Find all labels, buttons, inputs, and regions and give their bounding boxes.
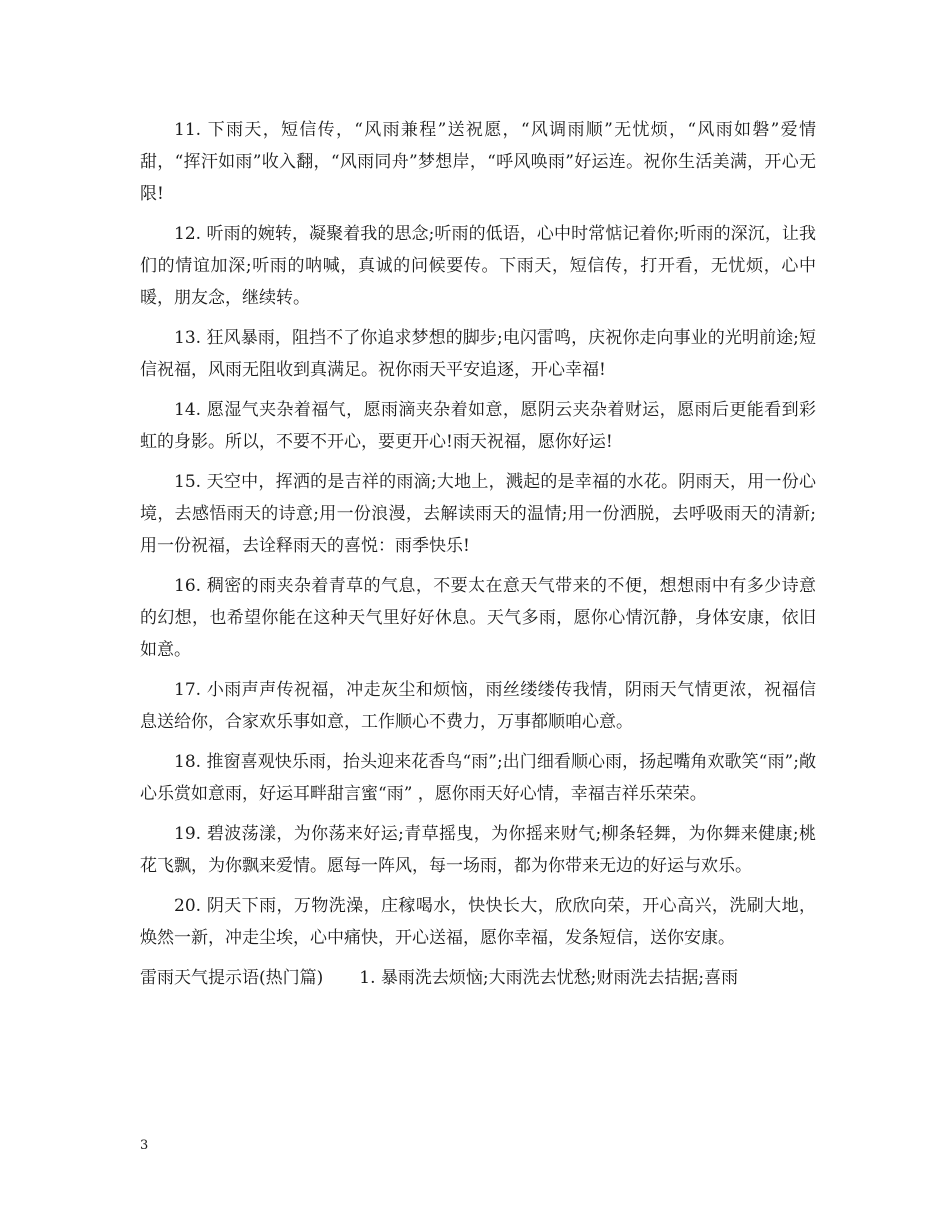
paragraph-item-19: 19. 碧波荡漾，为你荡来好运;青草摇曳，为你摇来财气;柳条轻舞，为你舞来健康;桃花飞飘，为你飘来爱情。愿每一阵风，每一场雨，都为你带来无边的好运与欢乐。 [140,824,816,876]
paragraph-item-12: 12. 听雨的婉转，凝聚着我的思念;听雨的低语，心中时常惦记着你;听雨的深沉，让我们的情谊加深;听雨的呐喊，真诚的问候要传。下雨天，短信传，打开看，无忧烦，心中暖，朋友念，继续转。 [140,224,816,308]
document-body [140,114,816,994]
section-title: 雷雨天气提示语(热门篇) [140,968,324,988]
paragraph-item-16: 16. 稠密的雨夹杂着青草的气息，不要太在意天气带来的不便，想想雨中有多少诗意的幻想，也希望你能在这种天气里好好休息。天气多雨，愿你心情沉静，身体安康，依旧如意。 [140,576,816,660]
section-first-item: 1. 暴雨洗去烦恼;大雨洗去忧愁;财雨洗去拮据;喜雨 [359,968,739,988]
paragraph-item-15: 15. 天空中，挥洒的是吉祥的雨滴;大地上，溅起的是幸福的水花。阴雨天，用一份心境，去感悟雨天的诗意;用一份浪漫，去解读雨天的温情;用一份洒脱，去呼吸雨天的清新;用一份祝福，去诠释雨天的喜悦：雨季快乐! [140,472,816,556]
paragraph-item-11: 11. 下雨天，短信传，“风雨兼程”送祝愿，“风调雨顺”无忧烦，“风雨如磐”爱情甜，“挥汗如雨”收入翻，“风雨同舟”梦想岸，“呼风唤雨”好运连。祝你生活美满，开心无限! [140,120,816,204]
page-number: 3 [140,1138,149,1153]
paragraph-item-13: 13. 狂风暴雨，阻挡不了你追求梦想的脚步;电闪雷鸣，庆祝你走向事业的光明前途;短信祝福，风雨无阻收到真满足。祝你雨天平安追逐，开心幸福! [140,328,816,380]
paragraph-item-17: 17. 小雨声声传祝福，冲走灰尘和烦恼，雨丝缕缕传我情，阴雨天气情更浓，祝福信息送给你，合家欢乐事如意，工作顺心不费力，万事都顺咱心意。 [140,680,816,732]
paragraph-item-18: 18. 推窗喜观快乐雨，抬头迎来花香鸟“雨”;出门细看顺心雨，扬起嘴角欢歌笑“雨”;敞心乐赏如意雨，好运耳畔甜言蜜“雨” ，愿你雨天好心情，幸福吉祥乐荣荣。 [140,752,816,804]
paragraph-item-14: 14. 愿湿气夹杂着福气，愿雨滴夹杂着如意，愿阴云夹杂着财运，愿雨后更能看到彩虹的身影。所以，不要不开心，要更开心!雨天祝福，愿你好运! [140,400,816,452]
paragraph-item-20: 20. 阴天下雨，万物洗澡，庄稼喝水，快快长大，欣欣向荣，开心高兴，洗刷大地，焕然一新，冲走尘埃，心中痛快，开心送福，愿你幸福，发条短信，送你安康。 [140,896,816,948]
section-heading-line [140,962,816,994]
